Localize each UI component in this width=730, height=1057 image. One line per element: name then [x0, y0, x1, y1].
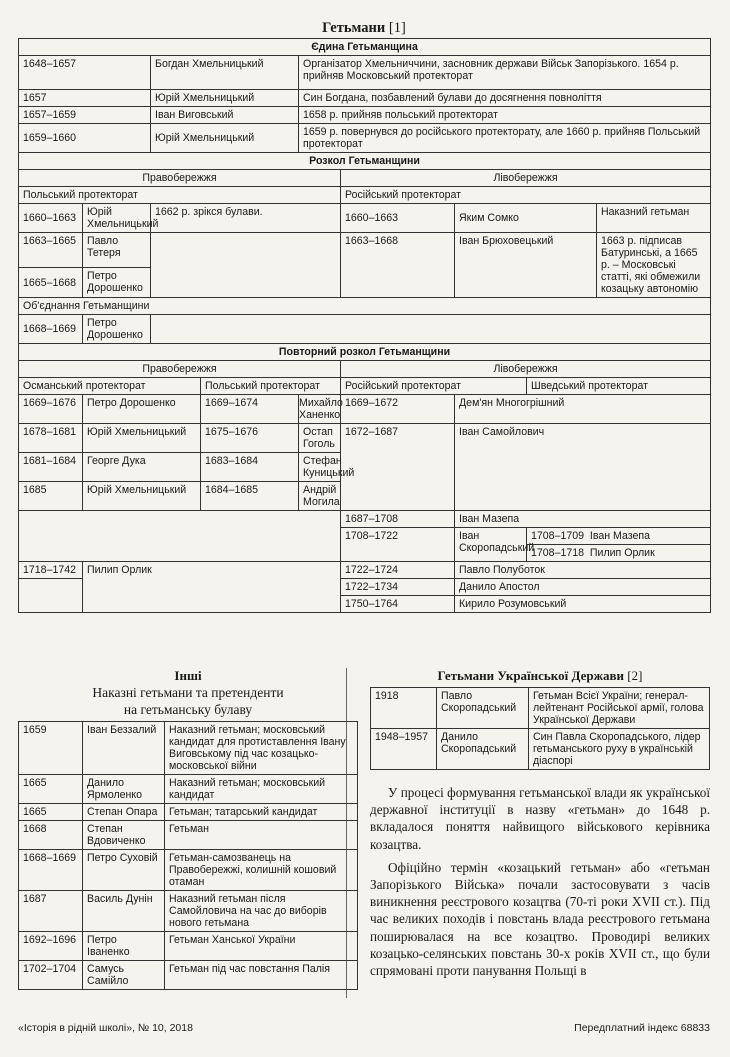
- table-row: [19, 850, 358, 891]
- hetmans-table: [18, 38, 711, 613]
- table-row: [19, 804, 358, 821]
- table-row: 1668–1669 Петро Дорошенко: [19, 315, 711, 344]
- cell-name: Самусь Самійло: [83, 961, 165, 990]
- cell-name: Василь Дунін: [83, 891, 165, 932]
- section-split: Розкол Гетьманщини: [19, 153, 711, 170]
- polish-protectorate: Польський протекторат: [19, 187, 341, 204]
- cell-name: Іван Беззалий: [83, 722, 165, 775]
- ukr-state-block: [370, 668, 710, 979]
- right-bank-label-2: Правобережжя: [19, 361, 341, 378]
- table-row: [19, 891, 358, 932]
- table-row: [19, 722, 358, 775]
- cell-name: Степан Опара: [83, 804, 165, 821]
- table-row: [19, 961, 358, 990]
- cell-name: Павло Скоропадський: [437, 688, 529, 729]
- cell-name: Степан Вдовиченко: [83, 821, 165, 850]
- left-bank-label: Лівобережжя: [341, 170, 711, 187]
- ukr-state-title: Гетьмани Української Держави [2]: [437, 668, 643, 683]
- cell-name: Андрій Могила: [299, 482, 341, 511]
- cell-years: 1668: [19, 821, 83, 850]
- table-row: 1657–1659 Іван Виговський 1658 р. прийняв польський протекторат: [19, 107, 711, 124]
- cell-name: Петро Іваненко: [83, 932, 165, 961]
- cell-name: Данило Ярмоленко: [83, 775, 165, 804]
- others-block: [18, 668, 358, 990]
- ukr-state-table: [370, 687, 710, 770]
- table-row: 1678–1681 Юрій Хмельницький 1675–1676 Остап Гоголь 1672–1687 Іван Самойлович: [19, 424, 711, 453]
- table-row: 1663–1665 Павло Тетеря 1663–1668 Іван Брюховецький 1663 р. підписав Батуринські, а 1665 р. – Московські статті, які обмежили козацьку автономію: [19, 233, 711, 268]
- unification-label: Об'єднання Гетьманщини: [19, 298, 711, 315]
- table-row: [371, 688, 710, 729]
- page-title: [18, 18, 710, 38]
- others-subtitle-2: на гетьманську булаву: [123, 702, 253, 717]
- cell-years: 1665: [19, 804, 83, 821]
- table-row: 1708–1718 Пилип Орлик: [19, 545, 711, 562]
- cell-note: Гетьман під час повстання Палія: [165, 961, 358, 990]
- title-ref: [1]: [388, 20, 406, 36]
- table-row: 1687–1708 Іван Мазепа: [19, 511, 711, 528]
- table-row: [19, 775, 358, 804]
- footer-journal: «Історія в рідній школі», № 10, 2018: [18, 1022, 193, 1034]
- right-bank-label: Правобережжя: [19, 170, 341, 187]
- cell-note: Наказний гетьман; московський кандидат: [165, 775, 358, 804]
- cell-note: Наказний гетьман; московський кандидат для протиставлення Івану Виговському під час козацько-московської війни: [165, 722, 358, 775]
- footer-index: Передплатний індекс 68833: [574, 1022, 710, 1034]
- table-row: 1648–1657 Богдан Хмельницький Організатор Хмельниччини, засновник держави Військ Запорізького. 1654 р. прийняв Московський протекторат: [19, 56, 711, 90]
- table-row: 1659–1660 Юрій Хмельницький 1659 р. повернувся до російського протекторату, але 1660 р. прийняв Польський протекторат: [19, 124, 711, 153]
- page: [18, 18, 710, 610]
- table-row: 1718–1742 Пилип Орлик 1722–1724 Павло Полуботок: [19, 562, 711, 579]
- table-row: 1669–1676 Петро Дорошенко 1669–1674 Михайло Ханенко 1669–1672 Дем'ян Многогрішний: [19, 395, 711, 424]
- cell-note: Гетьман: [165, 821, 358, 850]
- table-row: [19, 932, 358, 961]
- others-title: Інші: [174, 668, 202, 683]
- russian-protectorate: Російський протекторат: [341, 187, 711, 204]
- table-row: 1681–1684 Георге Дука 1683–1684 Стефан Куницький: [19, 453, 711, 482]
- paragraph-1: У процесі формування гетьманської влади як української державної інституції в назву «гетьман» до 1648 р. вкладалося поняття найвищого військового керівника козацтва.: [370, 785, 710, 852]
- section-resplit: Повторний розкол Гетьманщини: [19, 344, 711, 361]
- cell-years: 1948–1957: [371, 729, 437, 770]
- cell-years: 1702–1704: [19, 961, 83, 990]
- left-bank-label-2: Лівобережжя: [341, 361, 711, 378]
- table-row: 1657 Юрій Хмельницький Син Богдана, позбавлений булави до досягнення повноліття: [19, 90, 711, 107]
- cell-note: Гетьман; татарський кандидат: [165, 804, 358, 821]
- others-table: [18, 721, 358, 990]
- russian-protectorate-2: Російський протекторат: [341, 378, 527, 395]
- cell-years: 1668–1669: [19, 850, 83, 891]
- cell-note: Гетьман-самозванець на Правобережжі, колишній кошовий отаман: [165, 850, 358, 891]
- title-text: Гетьмани: [322, 20, 386, 36]
- cell-years: 1659: [19, 722, 83, 775]
- cell-note: Гетьман Ханської України: [165, 932, 358, 961]
- cell-note: Син Павла Скоропадського, лідер гетьманського руху в українській діаспорі: [529, 729, 710, 770]
- cell-years: 1692–1696: [19, 932, 83, 961]
- section-united: Єдина Гетьманщина: [19, 39, 711, 56]
- paragraph-2: Офіційно термін «козацький гетьман» або «гетьман Запорізького Війська» почали застосовувати з часів виникнення реєстрового козацтва (70-ті роки XVII ст.). Під час великих походів і повстань влада реєстрового гетьмана поширювалася на все козацтво. Проводирі великих козацько-селянських повстань 30-х років XVII ст., що були спрямовані проти панування Польщі в: [370, 859, 710, 979]
- swedish-protectorate: Шведський протекторат: [527, 378, 711, 395]
- cell-note: Наказний гетьман після Самойловича на час до виборів нового гетьмана: [165, 891, 358, 932]
- cell-name: Стефан Куницький: [299, 453, 341, 482]
- cell-name: Остап Гоголь: [299, 424, 341, 453]
- cell-name: Петро Суховій: [83, 850, 165, 891]
- cell-name: Михайло Ханенко: [299, 395, 341, 424]
- table-row: 1722–1734 Данило Апостол: [19, 579, 711, 596]
- cell-years: 1687: [19, 891, 83, 932]
- cell-name: Данило Скоропадський: [437, 729, 529, 770]
- table-row: [371, 729, 710, 770]
- table-row: 1685 Юрій Хмельницький 1684–1685 Андрій Могила: [19, 482, 711, 511]
- cell-note: Гетьман Всієї України; генерал-лейтенант Російської армії, голова Української Держави: [529, 688, 710, 729]
- table-row: 1708–1722 Іван Скоропадський 1708–1709 Іван Мазепа: [19, 528, 711, 545]
- cell-years: 1665: [19, 775, 83, 804]
- table-row: 1750–1764 Кирило Розумовський: [19, 596, 711, 613]
- others-subtitle-1: Наказні гетьмани та претенденти: [92, 685, 284, 700]
- cell-years: 1918: [371, 688, 437, 729]
- table-row: 1660–1663 Юрій Хмельницький 1662 р. зрікся булави. 1660–1663 Яким Сомко Наказний гетьман: [19, 204, 711, 233]
- table-row: 1665–1668 Петро Дорошенко: [19, 268, 711, 298]
- table-row: [19, 821, 358, 850]
- polish-protectorate-2: Польський протекторат: [201, 378, 341, 395]
- ottoman-protectorate: Османський протекторат: [19, 378, 201, 395]
